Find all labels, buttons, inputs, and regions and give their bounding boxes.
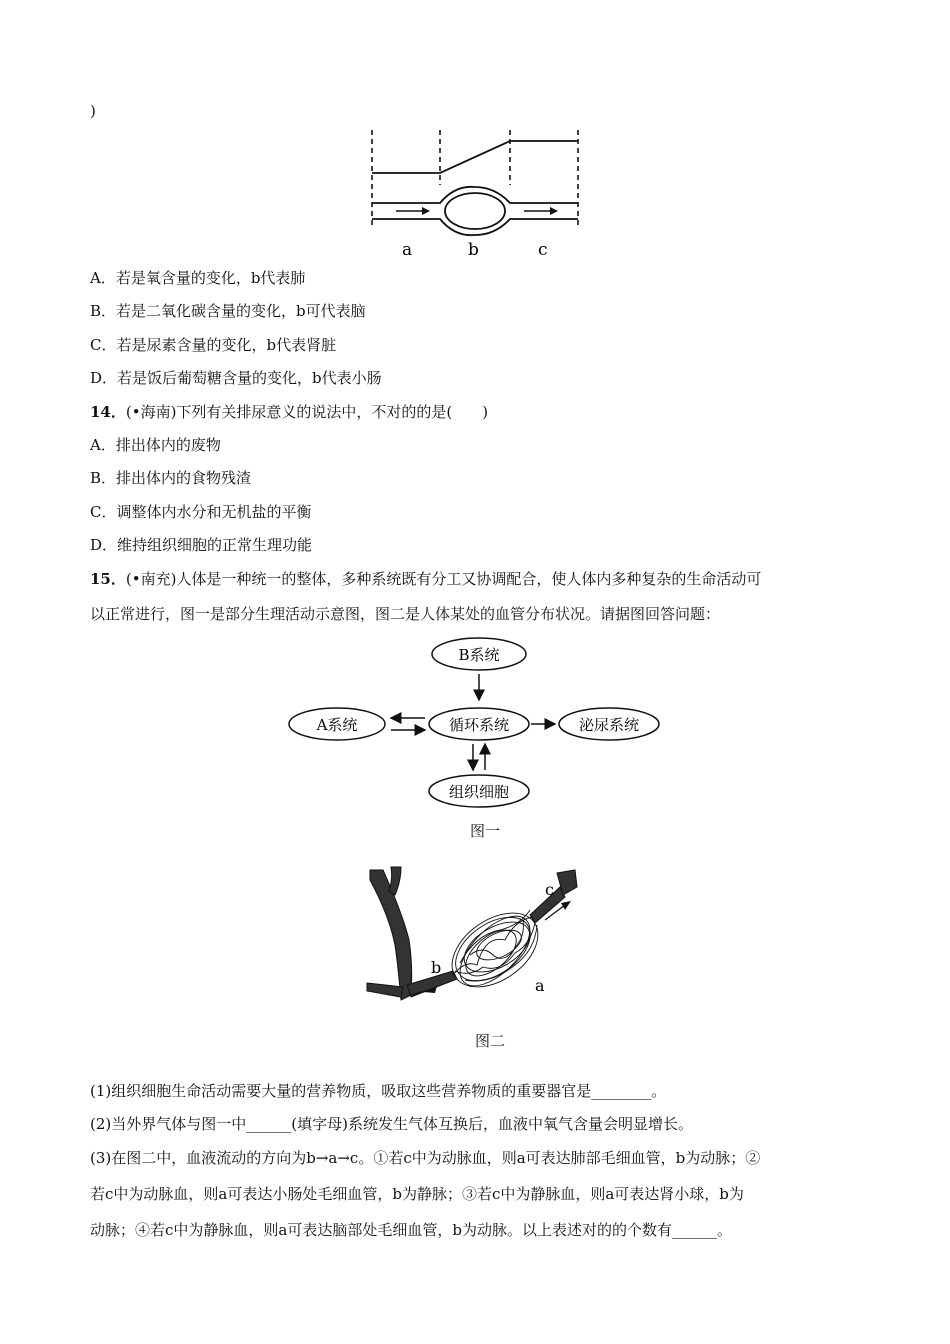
q13-option-a: A．若是氧含量的变化，b代表肺 xyxy=(90,269,306,287)
q15-sub3-line3: 动脉；④若c中为静脉血，则a可表达脑部处毛细血管，b为动脉。以上表述对的的个数有______。 xyxy=(90,1221,732,1239)
q15-figure2-capillary-network xyxy=(365,865,585,1015)
q15-stem-text1: (•南充)人体是一种统一的整体，多种系统既有分工又协调配合，使人体内多种复杂的生命活动可 xyxy=(125,570,762,588)
q13-option-b: B．若是二氧化碳含量的变化，b可代表脑 xyxy=(90,302,366,320)
figure1-caption: 图一 xyxy=(469,822,500,840)
fig2-label-c: c xyxy=(545,880,554,899)
node-bottom-label: 组织细胞 xyxy=(448,783,510,801)
figure2-caption: 图二 xyxy=(474,1032,505,1050)
fig2-label-a: a xyxy=(535,976,545,995)
q14-option-c: C．调整体内水分和无机盐的平衡 xyxy=(90,503,312,521)
q14-stem xyxy=(90,402,488,422)
q15-number: 15． xyxy=(90,570,126,588)
q13-option-d: D．若是饭后葡萄糖含量的变化，b代表小肠 xyxy=(90,369,382,387)
q13-label-b: b xyxy=(468,240,479,260)
q15-sub3-line1: (3)在图二中，血液流动的方向为b→a→c。①若c中为动脉血，则a可表达肺部毛细血管，b为动脉；② xyxy=(90,1149,761,1167)
q14-option-a: A．排出体内的废物 xyxy=(90,436,221,454)
node-right-label: 泌尿系统 xyxy=(578,716,640,734)
q14-option-d: D．维持组织细胞的正常生理功能 xyxy=(90,536,313,554)
q15-sub2: (2)当外界气体与图一中______(填字母)系统发生气体互换后，血液中氧气含量会明显增长。 xyxy=(90,1115,693,1133)
q14-stem-text: (•海南)下列有关排尿意义的说法中，不对的的是( ) xyxy=(125,403,489,421)
continued-paren: ) xyxy=(90,102,96,120)
node-b-label: B系统 xyxy=(458,646,500,664)
q15-sub1: (1)组织细胞生命活动需要大量的营养物质，吸取这些营养物质的重要器官是________。 xyxy=(90,1082,667,1100)
q14-number: 14． xyxy=(90,403,126,421)
q15-sub3-line2: 若c中为动脉血，则a可表达小肠处毛细血管，b为静脉；③若c中为静脉血，则a可表达肾小球，b为 xyxy=(90,1185,744,1203)
q15-figure1-diagram xyxy=(285,636,665,811)
node-a-label: A系统 xyxy=(316,716,358,734)
q14-option-b: B．排出体内的食物残渣 xyxy=(90,469,252,487)
node-center-label: 循环系统 xyxy=(448,716,510,734)
q13-label-c: c xyxy=(538,240,548,260)
q15-stem-line1 xyxy=(90,569,761,589)
q15-stem-line2: 以正常进行，图一是部分生理活动示意图，图二是人体某处的血管分布状况。请据图回答问题： xyxy=(90,605,721,623)
q13-blood-flow-graph xyxy=(360,125,590,265)
fig2-label-b: b xyxy=(431,958,442,977)
q13-option-c: C．若是尿素含量的变化，b代表肾脏 xyxy=(90,336,337,354)
q13-label-a: a xyxy=(402,240,413,260)
